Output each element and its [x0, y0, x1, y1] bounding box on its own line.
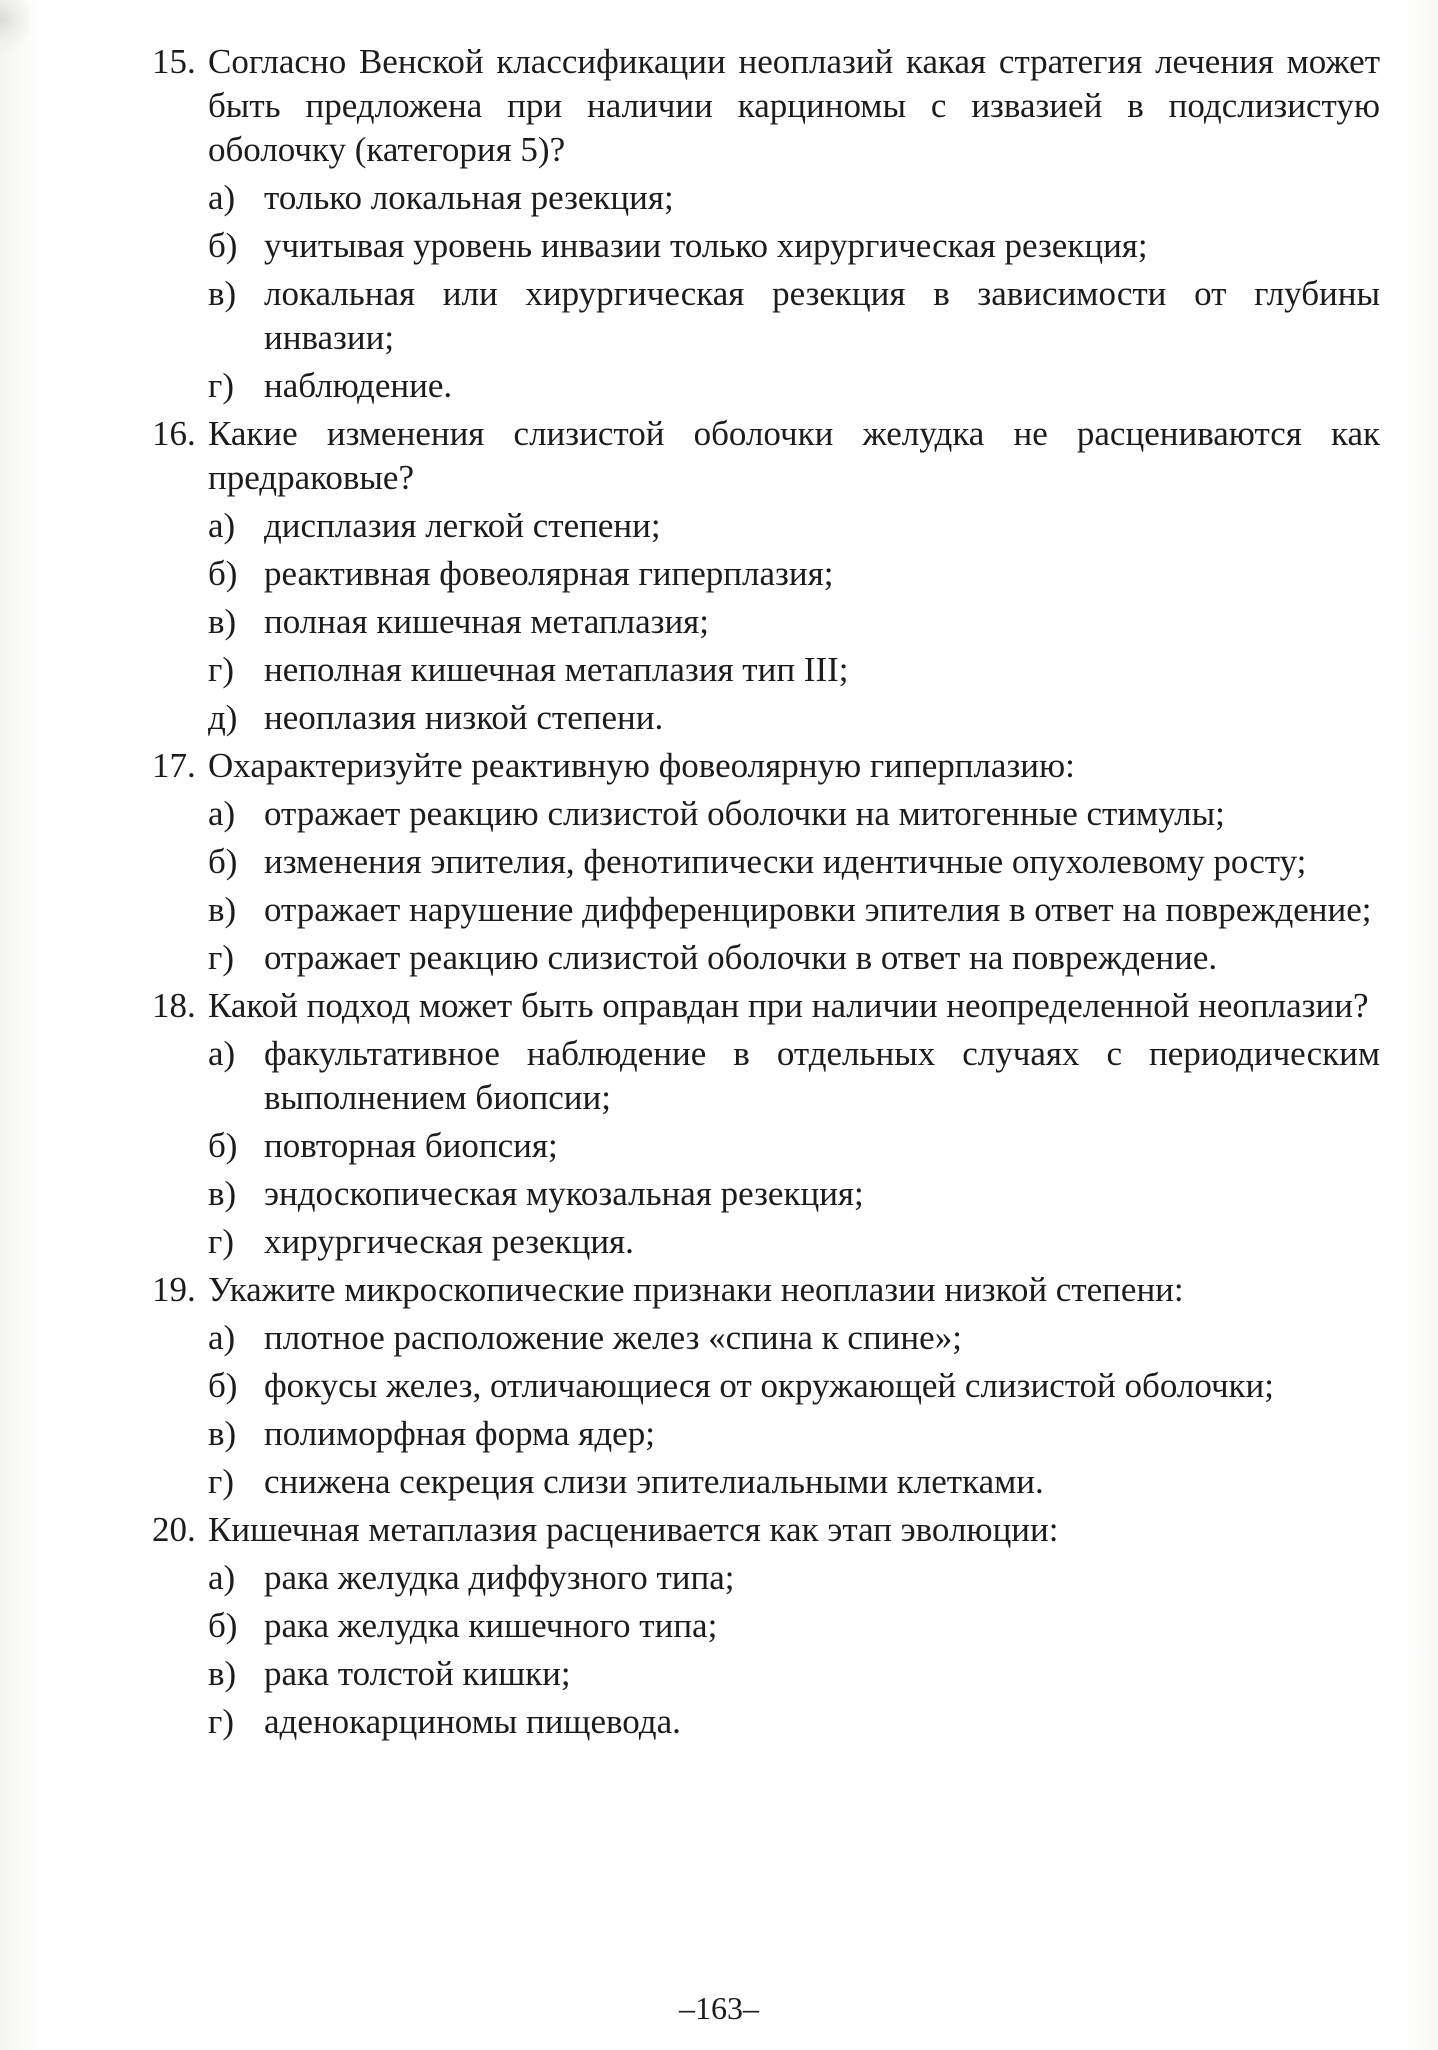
question-stem	[152, 412, 1380, 500]
option-text: снижена секреция слизи эпителиальными клетками.	[264, 1462, 1044, 1501]
question-number: 18.	[152, 986, 196, 1025]
answer-option	[152, 1604, 1380, 1648]
question-text: Кишечная метаплазия расценивается как этап эволюции:	[208, 1510, 1059, 1549]
answer-option	[152, 1032, 1380, 1120]
option-text: полная кишечная метаплазия;	[264, 602, 710, 641]
option-letter: д)	[208, 698, 238, 737]
option-text: реактивная фовеолярная гиперплазия;	[264, 554, 834, 593]
option-letter: б)	[208, 842, 238, 881]
option-letter: б)	[208, 1126, 238, 1165]
option-text: неоплазия низкой степени.	[264, 698, 664, 737]
question-text: Какой подход может быть оправдан при наличии неопределенной неоплазии?	[208, 986, 1369, 1025]
question-stem	[152, 40, 1380, 172]
answer-option	[152, 1556, 1380, 1600]
answer-option	[152, 504, 1380, 548]
option-text: фокусы желез, отличающиеся от окружающей слизистой оболочки;	[264, 1366, 1275, 1405]
answer-options	[152, 792, 1380, 980]
option-text: аденокарциномы пищевода.	[264, 1702, 681, 1741]
question-17	[152, 744, 1380, 980]
option-letter: а)	[208, 1318, 236, 1357]
option-letter: г)	[208, 938, 235, 977]
option-text: эндоскопическая мукозальная резекция;	[264, 1174, 864, 1213]
answer-option	[152, 888, 1380, 932]
option-letter: в)	[208, 890, 237, 929]
answer-option	[152, 600, 1380, 644]
option-text: факультативное наблюдение в отдельных случаях с периодическим выполнением биопсии;	[264, 1034, 1380, 1117]
answer-option	[152, 272, 1380, 360]
question-20	[152, 1508, 1380, 1744]
option-letter: б)	[208, 226, 238, 265]
option-text: изменения эпителия, фенотипически идентичные опухолевому росту;	[264, 842, 1307, 881]
option-letter: г)	[208, 1702, 235, 1741]
option-letter: г)	[208, 1462, 235, 1501]
answer-option	[152, 696, 1380, 740]
page-number: –163–	[679, 1990, 759, 2026]
option-letter: а)	[208, 1558, 236, 1597]
option-text: рака желудка диффузного типа;	[264, 1558, 735, 1597]
question-number: 15.	[152, 42, 196, 81]
question-number: 16.	[152, 414, 196, 453]
option-letter: в)	[208, 1654, 237, 1693]
question-stem	[152, 1508, 1380, 1552]
option-letter: б)	[208, 1606, 238, 1645]
answer-option	[152, 224, 1380, 268]
question-stem	[152, 744, 1380, 788]
answer-option	[152, 792, 1380, 836]
question-16	[152, 412, 1380, 740]
option-text: наблюдение.	[264, 366, 453, 405]
answer-option	[152, 936, 1380, 980]
answer-option	[152, 840, 1380, 884]
option-letter: а)	[208, 794, 236, 833]
option-text: повторная биопсия;	[264, 1126, 558, 1165]
answer-option	[152, 1700, 1380, 1744]
question-number: 17.	[152, 746, 196, 785]
question-list	[152, 38, 1380, 1748]
answer-option	[152, 1364, 1380, 1408]
option-text: отражает реакцию слизистой оболочки в ответ на повреждение.	[264, 938, 1218, 977]
answer-options	[152, 1316, 1380, 1504]
option-letter: в)	[208, 602, 237, 641]
option-text: дисплазия легкой степени;	[264, 506, 661, 545]
option-text: только локальная резекция;	[264, 178, 674, 217]
answer-options	[152, 176, 1380, 408]
answer-option	[152, 648, 1380, 692]
option-text: неполная кишечная метаплазия тип III;	[264, 650, 849, 689]
question-text: Согласно Венской классификации неоплазий какая стратегия лечения может быть предложена при наличии карциномы с извазией в подслизистую оболочку (категория 5)?	[208, 42, 1380, 169]
option-text: отражает нарушение дифференцировки эпителия в ответ на повреждение;	[264, 890, 1372, 929]
option-text: локальная или хирургическая резекция в зависимости от глубины инвазии;	[264, 274, 1380, 357]
option-letter: г)	[208, 366, 235, 405]
option-letter: в)	[208, 1414, 237, 1453]
option-text: полиморфная форма ядер;	[264, 1414, 655, 1453]
answer-option	[152, 1316, 1380, 1360]
answer-options	[152, 1556, 1380, 1744]
answer-option	[152, 1460, 1380, 1504]
answer-option	[152, 364, 1380, 408]
question-text: Укажите микроскопические признаки неоплазии низкой степени:	[208, 1270, 1184, 1309]
option-letter: в)	[208, 274, 237, 313]
option-letter: в)	[208, 1174, 237, 1213]
option-letter: а)	[208, 506, 236, 545]
question-15	[152, 40, 1380, 408]
option-letter: б)	[208, 1366, 238, 1405]
option-letter: б)	[208, 554, 238, 593]
answer-option	[152, 1652, 1380, 1696]
answer-options	[152, 504, 1380, 740]
question-19	[152, 1268, 1380, 1504]
option-text: отражает реакцию слизистой оболочки на митогенные стимулы;	[264, 794, 1225, 833]
answer-option	[152, 176, 1380, 220]
question-number: 19.	[152, 1270, 196, 1309]
answer-option	[152, 1220, 1380, 1264]
option-text: рака желудка кишечного типа;	[264, 1606, 718, 1645]
option-text: хирургическая резекция.	[264, 1222, 634, 1261]
question-number: 20.	[152, 1510, 196, 1549]
option-letter: а)	[208, 178, 236, 217]
option-text: рака толстой кишки;	[264, 1654, 571, 1693]
option-letter: г)	[208, 650, 235, 689]
question-stem	[152, 1268, 1380, 1312]
question-text: Охарактеризуйте реактивную фовеолярную гиперплазию:	[208, 746, 1075, 785]
option-letter: г)	[208, 1222, 235, 1261]
answer-option	[152, 1124, 1380, 1168]
option-text: плотное расположение желез «спина к спине»;	[264, 1318, 962, 1357]
answer-option	[152, 1412, 1380, 1456]
question-stem	[152, 984, 1380, 1028]
question-18	[152, 984, 1380, 1264]
answer-option	[152, 552, 1380, 596]
option-letter: а)	[208, 1034, 236, 1073]
answer-option	[152, 1172, 1380, 1216]
page-edge-shadow	[0, 0, 30, 70]
question-text: Какие изменения слизистой оболочки желудка не расцениваются как предраковые?	[208, 414, 1380, 497]
answer-options	[152, 1032, 1380, 1264]
option-text: учитывая уровень инвазии только хирургическая резекция;	[264, 226, 1148, 265]
